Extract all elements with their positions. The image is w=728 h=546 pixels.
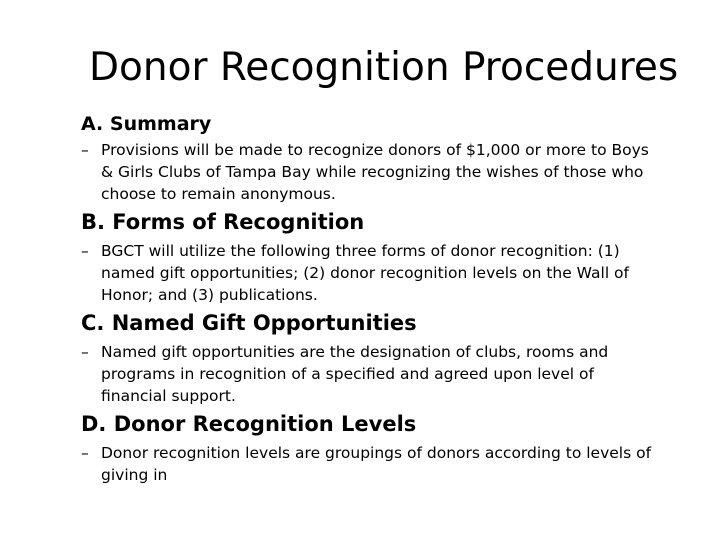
bullet-donor-recognition-levels bbox=[81, 442, 701, 486]
bullet-line: Honor; and (3) publications. bbox=[101, 286, 318, 304]
section-heading-donor-recognition-levels: D. Donor Recognition Levels bbox=[81, 412, 417, 436]
bullet-line: & Girls Clubs of Tampa Bay while recognizing the wishes of those who bbox=[101, 163, 644, 181]
bullet-summary bbox=[81, 139, 701, 205]
bullet-line: giving in bbox=[101, 466, 168, 484]
slide-content bbox=[81, 112, 701, 490]
bullet-line: Provisions will be made to recognize donors of $1,000 or more to Boys bbox=[101, 141, 649, 159]
bullet-named-gift-opportunities bbox=[81, 341, 701, 407]
section-heading-forms-of-recognition: B. Forms of Recognition bbox=[81, 210, 365, 234]
bullet-line: Donor recognition levels are groupings of donors according to levels of bbox=[101, 444, 652, 462]
bullet-line: Named gift opportunities are the designation of clubs, rooms and bbox=[101, 343, 609, 361]
bullet-line: choose to remain anonymous. bbox=[101, 185, 336, 203]
bullet-line: programs in recognition of a specified and agreed upon level of bbox=[101, 365, 594, 383]
section-heading-named-gift-opportunities: C. Named Gift Opportunities bbox=[81, 311, 417, 335]
bullet-line: named gift opportunities; (2) donor recognition levels on the Wall of bbox=[101, 264, 629, 282]
bullet-dash: – bbox=[81, 343, 89, 361]
bullet-line: financial support. bbox=[101, 387, 236, 405]
bullet-dash: – bbox=[81, 242, 89, 260]
bullet-forms-of-recognition bbox=[81, 240, 701, 306]
section-heading-summary: A. Summary bbox=[81, 113, 212, 135]
bullet-line: BGCT will utilize the following three forms of donor recognition: (1) bbox=[101, 242, 620, 260]
slide-title: Donor Recognition Procedures bbox=[89, 45, 679, 90]
bullet-dash: – bbox=[81, 444, 89, 462]
bullet-dash: – bbox=[81, 141, 89, 159]
